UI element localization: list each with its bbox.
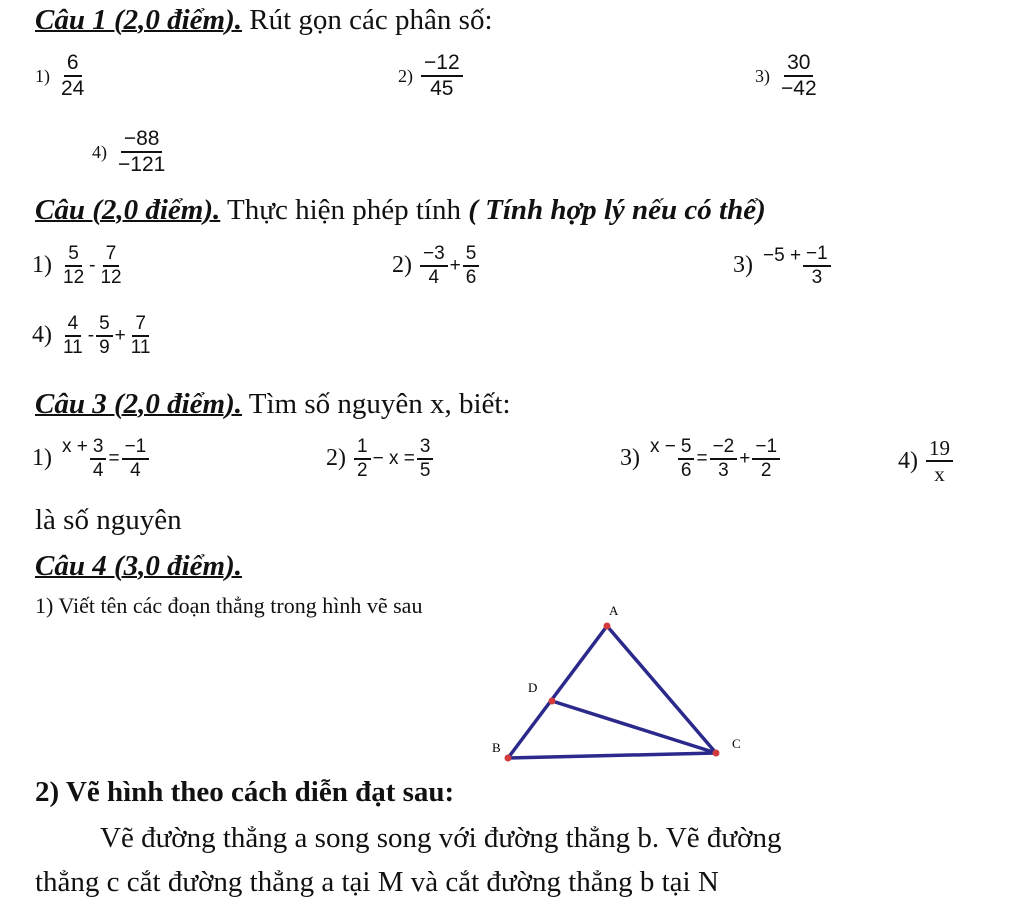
q1-item-2	[398, 52, 463, 100]
item-label: 1)	[32, 252, 52, 279]
fraction: $\frac{5}{9}$	[96, 314, 113, 358]
segment-bc	[508, 753, 716, 758]
item-label: 2)	[326, 445, 346, 472]
point-d-label: D	[528, 680, 538, 695]
q4-part1: 1) Viết tên các đoạn thẳng trong hình vẽ sau	[35, 593, 423, 618]
point-b-dot	[505, 755, 512, 762]
fraction: $\frac{4}{11}$	[63, 313, 83, 358]
q3-instruction: Tìm số nguyên x, biết:	[248, 388, 511, 420]
fraction: $\frac{3}{5}$	[417, 437, 434, 481]
operator: − x =	[372, 447, 415, 469]
q3-item-2	[326, 437, 433, 481]
q2-item-4	[32, 314, 153, 358]
equals: =	[696, 447, 708, 469]
item-label: 3)	[620, 445, 640, 472]
fraction: $\frac{-2}{3}$	[710, 437, 738, 481]
fraction: $\frac{6}{24}$	[61, 51, 85, 101]
q4-part2-title: 2) Vẽ hình theo cách diễn đạt sau:	[35, 776, 455, 808]
fraction: $\frac{-1}{2}$	[752, 437, 780, 481]
q1-item-4	[92, 128, 168, 176]
prefix: x −	[650, 435, 676, 457]
point-c-dot	[713, 750, 720, 757]
q4-part2-line2: thẳng c cắt đường thẳng a tại M và cắt đường thẳng b tại N	[35, 866, 719, 898]
fraction: $\frac{7}{12}$	[100, 243, 122, 288]
fraction: $\frac{3}{4}$	[90, 437, 107, 481]
fraction: $\frac{-3}{4}$	[420, 244, 448, 288]
triangle-figure	[480, 600, 760, 775]
q3-item-3	[620, 437, 780, 481]
q3-item-4	[898, 437, 953, 485]
fraction: $\frac{5}{6}$	[463, 244, 480, 288]
fraction: $\frac{7}{11}$	[130, 313, 151, 358]
operator: +	[739, 447, 751, 469]
q4-heading-line	[35, 550, 242, 583]
fraction: $\frac{-12}{45}$	[421, 52, 463, 100]
fraction: $\frac{30}{-42}$	[781, 51, 817, 101]
q1-item-3	[755, 52, 820, 100]
q2-item-1	[32, 244, 125, 288]
point-d-dot	[549, 698, 556, 705]
point-a-label: A	[609, 603, 619, 618]
item-label: 4)	[898, 447, 918, 474]
q2-heading: Câu (2,0 điểm).	[35, 194, 221, 226]
q3-item-1	[32, 437, 149, 481]
equals: =	[108, 447, 120, 469]
q3-heading: Câu 3 (2,0 điểm).	[35, 388, 243, 420]
segment-ab	[508, 626, 607, 758]
q1-heading-line	[35, 4, 493, 37]
q4-part2-line1: Vẽ đường thẳng a song song với đường thẳng b. Vẽ đường	[100, 822, 782, 854]
point-c-label: C	[732, 736, 741, 751]
q2-item-3	[733, 244, 831, 288]
fraction: $\frac{-1}{3}$	[803, 244, 831, 288]
q1-heading: Câu 1 (2,0 điểm).	[35, 4, 243, 36]
operator: -	[89, 254, 96, 276]
point-b-label: B	[492, 740, 501, 755]
fraction: $\frac{5}{12}$	[63, 243, 85, 288]
q1-instruction: Rút gọn các phân số:	[249, 4, 493, 36]
item-label: 2)	[392, 252, 412, 279]
item-label: 3)	[755, 65, 770, 86]
item-label: 3)	[733, 252, 753, 279]
point-a-dot	[604, 623, 611, 630]
q3-heading-line	[35, 388, 511, 421]
fraction: $\frac{-1}{4}$	[122, 437, 150, 481]
q1-item-1	[35, 52, 87, 100]
prefix: −5 +	[763, 244, 802, 266]
fraction: $\frac{1}{2}$	[354, 437, 371, 481]
q2-item-2	[392, 244, 479, 288]
fraction: $\frac{19}{x}$	[926, 437, 953, 485]
fraction: $\frac{-88}{-121}$	[118, 127, 166, 177]
item-label: 2)	[398, 65, 413, 86]
q3-tail: là số nguyên	[35, 504, 182, 536]
operator: +	[449, 254, 461, 276]
q2-note: ( Tính hợp lý nếu có thể)	[468, 194, 766, 226]
q2-heading-line	[35, 194, 766, 227]
item-label: 1)	[32, 445, 52, 472]
prefix: x +	[62, 435, 88, 457]
q4-heading: Câu 4 (3,0 điểm).	[35, 550, 243, 582]
item-label: 1)	[35, 65, 50, 86]
item-label: 4)	[32, 322, 52, 349]
fraction: $\frac{5}{6}$	[678, 437, 695, 481]
q2-instruction: Thực hiện phép tính	[227, 194, 461, 226]
operator: +	[114, 324, 126, 346]
item-label: 4)	[92, 141, 107, 162]
operator: -	[87, 324, 95, 346]
